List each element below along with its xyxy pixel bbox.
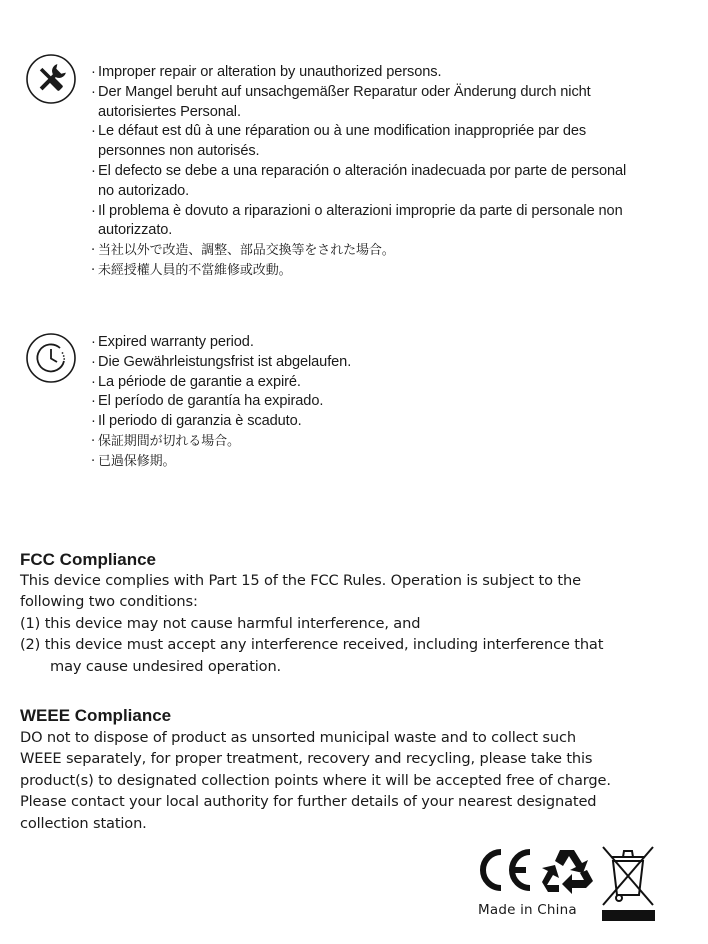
list-item: · Le défaut est dû à une réparation ou à une modification inappropriée par des personnes non autorisés. <box>91 122 628 162</box>
list-item: · 保証期間が切れる場合。 <box>91 432 351 452</box>
list-item: · La période de garantie a expiré. <box>91 373 351 393</box>
list-item: · Improper repair or alteration by unauthorized persons. <box>91 63 638 83</box>
weee-line: WEEE separately, for proper treatment, recovery and recycling, please take this <box>20 750 593 768</box>
fcc-intro-line: following two conditions: <box>20 593 198 611</box>
clock-icon <box>24 331 78 385</box>
recycle-icon <box>538 846 596 896</box>
weee-line: DO not to dispose of product as unsorted municipal waste and to collect such <box>20 729 576 746</box>
weee-heading: WEEE Compliance <box>20 706 172 725</box>
list-item: · 已過保修期。 <box>91 452 351 472</box>
ce-mark-icon <box>474 846 536 894</box>
crossed-bin-icon <box>597 843 659 923</box>
fcc-heading: FCC Compliance <box>20 550 157 569</box>
list-item: · El período de garantía ha expirado. <box>91 392 351 412</box>
list-item: · 未經授權人員的不當維修或改動。 <box>91 261 638 281</box>
fcc-condition-2: (2) this device must accept any interference received, including interference that <box>20 636 604 654</box>
made-in-label: Made in China <box>478 902 577 918</box>
list-item: · 当社以外で改造、調整、部品交換等をされた場合。 <box>91 241 638 261</box>
fcc-text <box>20 570 698 677</box>
list-item: · Expired warranty period. <box>91 333 351 353</box>
fcc-condition-1: (1) this device may not cause harmful interference, and <box>20 614 421 632</box>
fcc-condition-2-continued: may cause undesired operation. <box>50 657 282 675</box>
wrench-screwdriver-icon <box>24 52 78 106</box>
list-item: · Il problema è dovuto a riparazioni o alterazioni improprie da parte di personale non autorizzato. <box>91 202 628 242</box>
list-item: · Il periodo di garanzia è scaduto. <box>91 412 351 432</box>
repair-exclusion-list <box>91 63 638 281</box>
weee-text <box>20 727 698 834</box>
weee-line: product(s) to designated collection points where it will be accepted free of charge. <box>20 771 611 789</box>
expired-exclusion-list <box>91 333 351 472</box>
list-item: · Die Gewährleistungsfrist ist abgelaufen. <box>91 353 351 373</box>
weee-line: collection station. <box>20 814 147 832</box>
list-item: · Der Mangel beruht auf unsachgemäßer Reparatur oder Änderung durch nicht autorisiertes Personal. <box>91 83 638 123</box>
list-item: · El defecto se debe a una reparación o alteración inadecuada por parte de personal no autorizado. <box>91 162 638 202</box>
weee-line: Please contact your local authority for further details of your nearest designated <box>20 793 597 811</box>
fcc-intro-line: This device complies with Part 15 of the FCC Rules. Operation is subject to the <box>20 572 581 589</box>
